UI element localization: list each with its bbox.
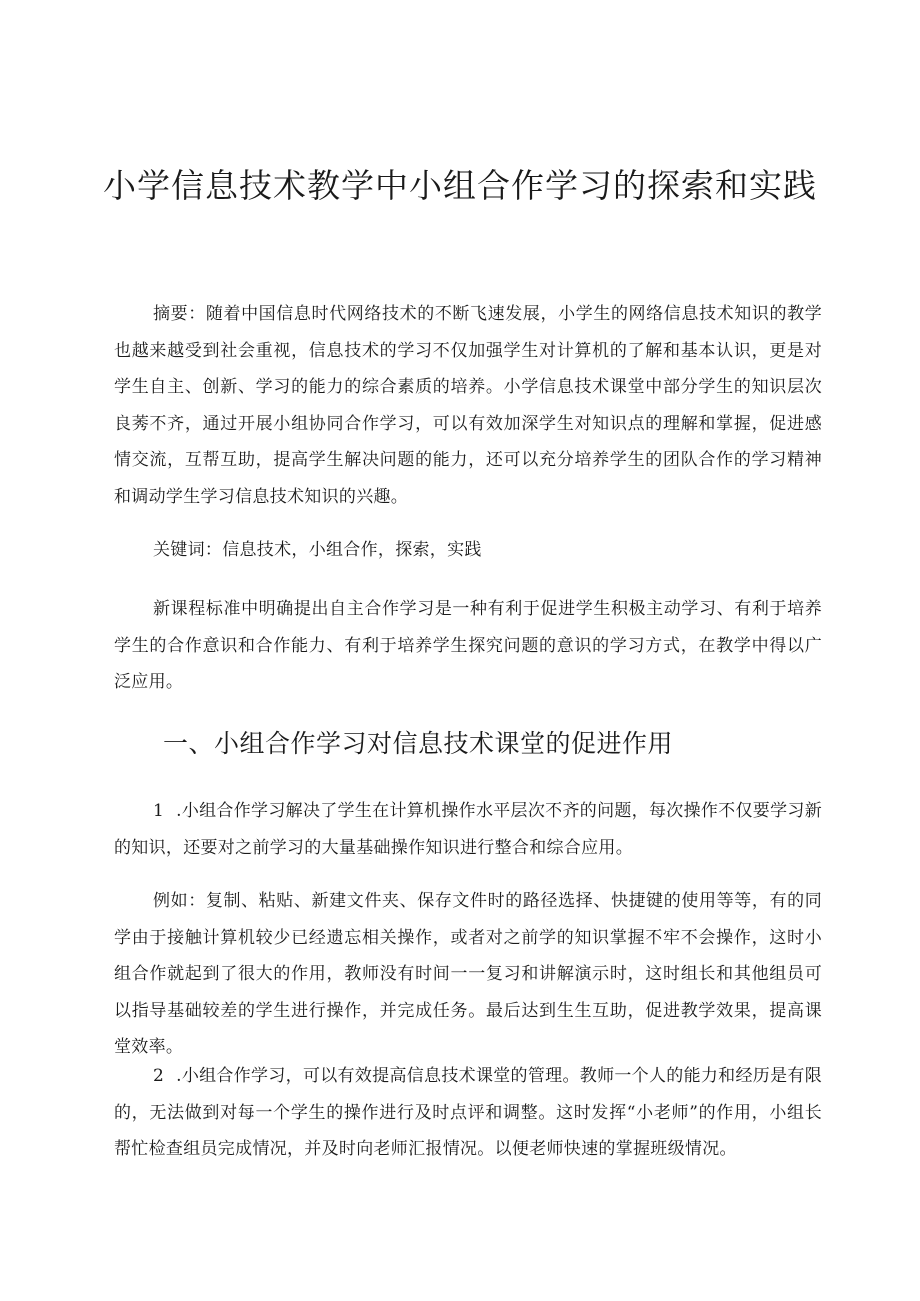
document-title: 小学信息技术教学中小组合作学习的探索和实践	[103, 166, 817, 205]
section-heading: 一、小组合作学习对信息技术课堂的促进作用	[163, 729, 674, 758]
item-number: 1	[153, 801, 165, 821]
item-text: .小组合作学习，可以有效提高信息技术课堂的管理。教师一个人的能力和经历是有限的，无法做到对每一个学生的操作进行及时点评和调整。这时发挥“小老师”的作用，小组长帮忙检查组员完成情况，并及时向老师汇报情况。以便老师快速的掌握班级情况。	[114, 1066, 822, 1159]
abstract-paragraph: 摘要：随着中国信息时代网络技术的不断飞速发展，小学生的网络信息技术知识的教学也越来越受到社会重视，信息技术的学习不仅加强学生对计算机的了解和基本认识，更是对学生自主、创新、学习的能力的综合素质的培养。小学信息技术课堂中部分学生的知识层次良莠不齐，通过开展小组协同合作学习，可以有效加深学生对知识点的理解和掌握，促进感情交流，互帮互助，提高学生解决问题的能力，还可以充分培养学生的团队合作的学习精神和调动学生学习信息技术知识的兴趣。	[114, 304, 822, 507]
numbered-item-1	[114, 793, 822, 866]
keywords-paragraph: 关键词：信息技术，小组合作，探索，实践	[153, 540, 482, 560]
item-text: .小组合作学习解决了学生在计算机操作水平层次不齐的问题，每次操作不仅要学习新的知识，还要对之前学习的大量基础操作知识进行整合和综合应用。	[114, 801, 822, 858]
numbered-item-2	[114, 1058, 822, 1168]
item-number: 2	[153, 1066, 165, 1086]
intro-paragraph: 新课程标准中明确提出自主合作学习是一种有利于促进学生积极主动学习、有利于培养学生的合作意识和合作能力、有利于培养学生探究问题的意识的学习方式，在教学中得以广泛应用。	[114, 599, 822, 692]
example-paragraph: 例如：复制、粘贴、新建文件夹、保存文件时的路径选择、快捷键的使用等等，有的同学由于接触计算机较少已经遗忘相关操作，或者对之前学的知识掌握不牢不会操作，这时小组合作就起到了很大的作用，教师没有时间一一复习和讲解演示时，这时组长和其他组员可以指导基础较差的学生进行操作，并完成任务。最后达到生生互助，促进教学效果，提高课堂效率。	[114, 891, 822, 1057]
